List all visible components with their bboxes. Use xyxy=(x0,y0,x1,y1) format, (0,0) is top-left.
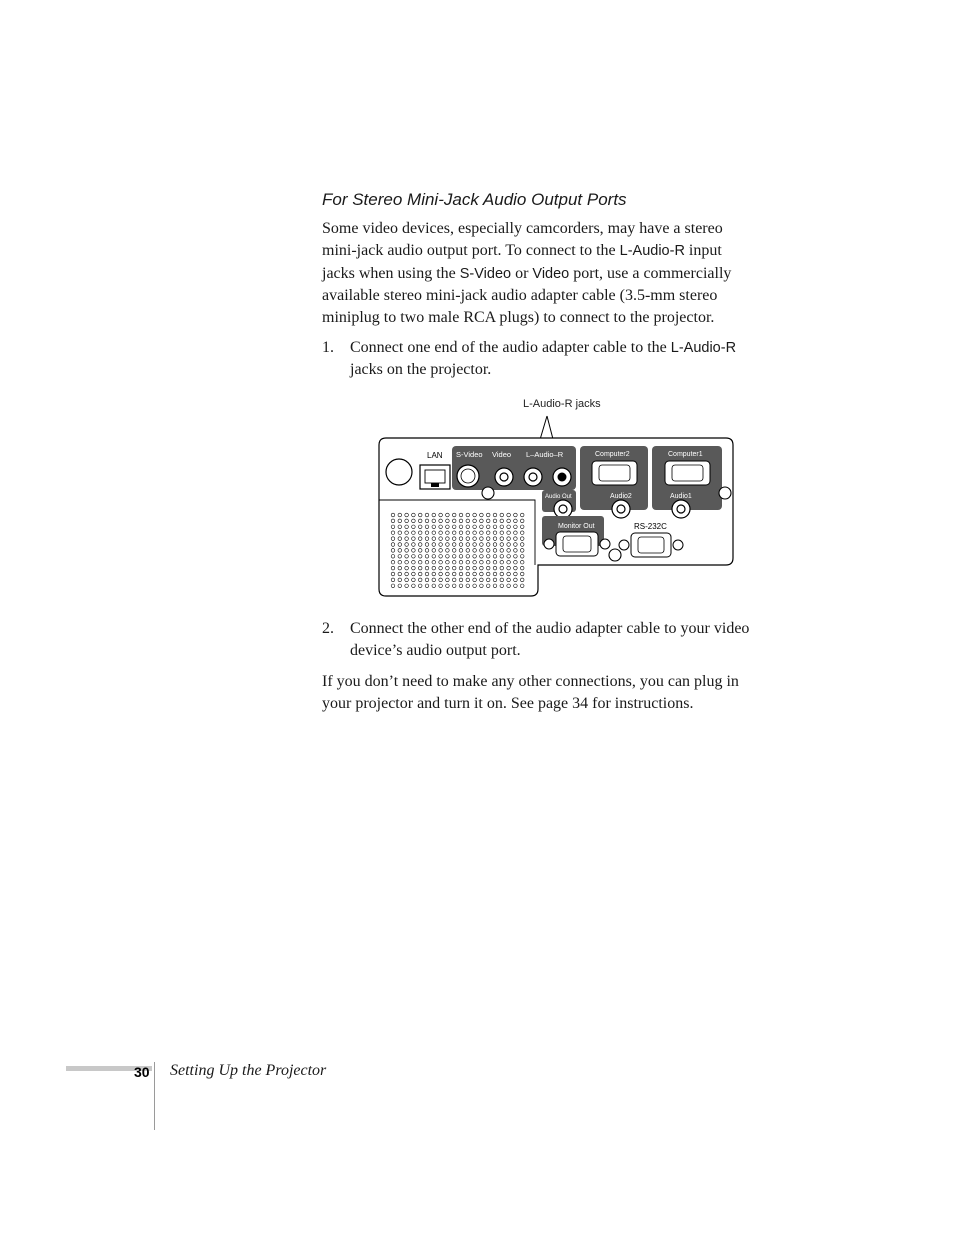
av-input-block xyxy=(452,446,576,490)
step-2-line-1: Connect the other end of the audio adapter cable to your video xyxy=(350,620,750,637)
label-audio-out: Audio Out xyxy=(545,494,572,500)
label-audio2: Audio2 xyxy=(610,493,632,500)
label-computer2: Computer2 xyxy=(595,451,630,458)
audio-out-jack-center xyxy=(559,505,567,513)
label-l-audio-r: L–Audio–R xyxy=(526,450,564,459)
intro-line-3 xyxy=(322,263,731,286)
label-computer1: Computer1 xyxy=(668,451,703,458)
intro-text: jacks when using the xyxy=(322,264,460,282)
computer2-port xyxy=(580,446,648,510)
screw-hole-icon xyxy=(482,487,494,499)
closing-paragraph xyxy=(322,671,739,715)
ui-term-l-audio-r: L-Audio-R xyxy=(619,242,685,259)
closing-line-1: If you don’t need to make any other connections, you can plug in xyxy=(322,673,739,690)
intro-text: port, use a commercially xyxy=(569,264,732,282)
panel-button-icon xyxy=(386,459,412,485)
intro-line-1: Some video devices, especially camcorders, may have a stereo xyxy=(322,220,723,237)
label-s-video: S-Video xyxy=(456,450,483,459)
intro-paragraph xyxy=(322,218,731,329)
ui-term-video: Video xyxy=(532,265,570,282)
intro-line-5: miniplug to two male RCA plugs) to connect to the projector. xyxy=(322,309,715,327)
running-title: Setting Up the Projector xyxy=(170,1062,327,1079)
ui-term-l-audio-r: L-Audio-R xyxy=(670,340,737,356)
label-video: Video xyxy=(492,450,512,459)
label-monitor-out: Monitor Out xyxy=(558,523,595,530)
page-number: 30 xyxy=(134,1064,150,1080)
projector-rear-panel-figure xyxy=(370,392,740,602)
section-heading: For Stereo Mini-Jack Audio Output Ports xyxy=(322,190,627,209)
screw-hole-icon xyxy=(719,487,731,499)
intro-text: mini-jack audio output port. To connect to the xyxy=(322,241,620,259)
label-lan: LAN xyxy=(427,451,443,460)
screw-hole-icon xyxy=(609,549,621,561)
step-1-line-1 xyxy=(350,337,736,360)
label-audio1: Audio1 xyxy=(670,493,692,500)
step-number: 2. xyxy=(322,620,334,637)
step-2-line-2: device’s audio output port. xyxy=(350,641,521,659)
label-rs232c: RS-232C xyxy=(634,522,667,531)
audio1-jack-center xyxy=(677,505,685,513)
step-text: Connect one end of the audio adapter cable to the xyxy=(350,339,671,356)
intro-line-4: available stereo mini-jack audio adapter cable (3.5-mm stereo xyxy=(322,287,718,305)
intro-text: input xyxy=(684,241,722,259)
intro-line-2 xyxy=(322,240,731,263)
footer-rule xyxy=(154,1062,155,1130)
computer1-port xyxy=(652,446,722,510)
intro-text: or xyxy=(511,264,533,282)
closing-line-2: your projector and turn it on. See page 34 for instructions. xyxy=(322,694,694,712)
ui-term-s-video: S-Video xyxy=(459,265,512,282)
figure-callout: L-Audio-R jacks xyxy=(523,398,601,410)
audio2-jack-center xyxy=(617,505,625,513)
step-number: 1. xyxy=(322,339,334,356)
step-1-line-2: jacks on the projector. xyxy=(350,360,492,378)
